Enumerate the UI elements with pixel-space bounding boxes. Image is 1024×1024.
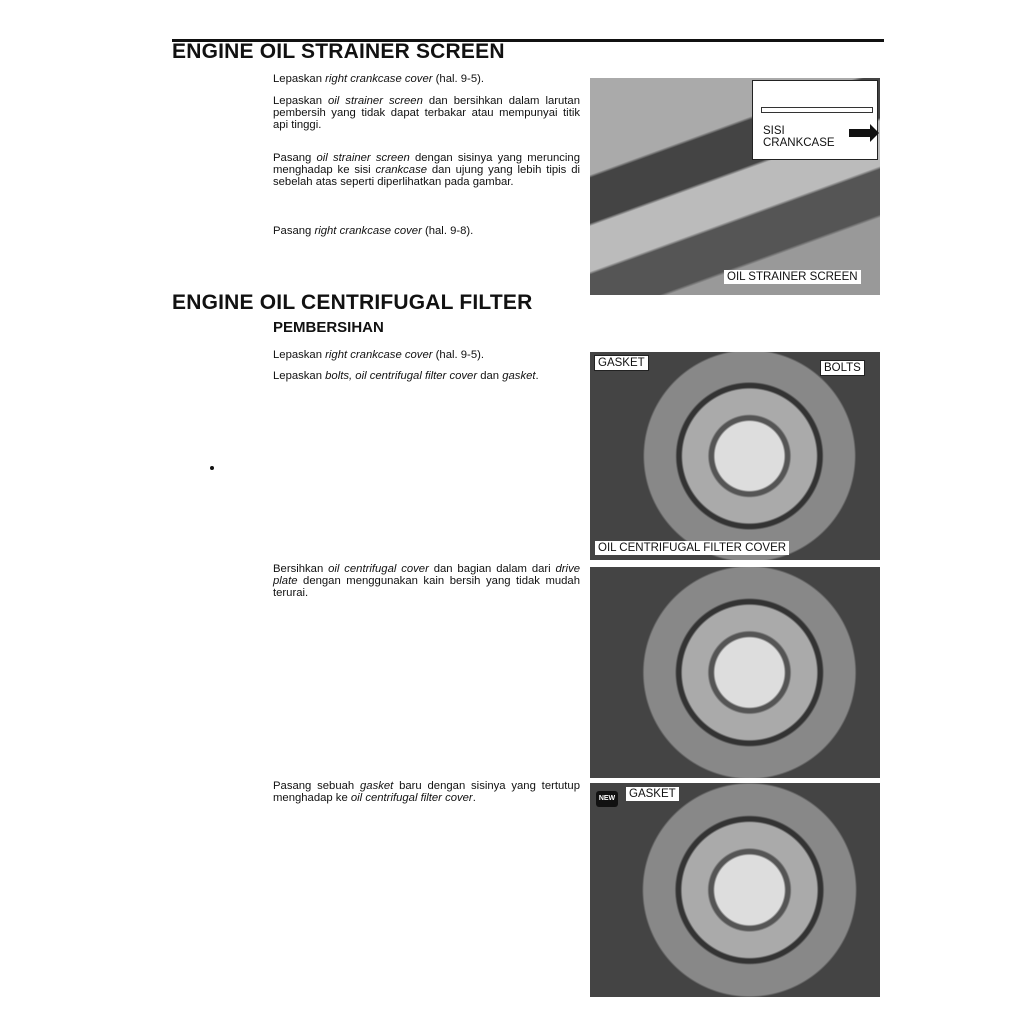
inset-label: SISI xyxy=(763,125,785,137)
paragraph: Pasang right crankcase cover (hal. 9-8). xyxy=(273,225,474,237)
callout-filter-cover: OIL CENTRIFUGAL FILTER COVER xyxy=(595,541,789,555)
photo-oil-strainer xyxy=(590,78,880,295)
paragraph: Bersihkan oil centrifugal cover dan bagian dalam dari drive plate dengan menggunakan kain bersih yang tidak mudah terurai. xyxy=(273,563,581,600)
paragraph: Pasang oil strainer screen dengan sisinya yang meruncing menghadap ke sisi crankcase dan ujung yang lebih tipis di sebelah atas seperti diperlihatkan pada gambar. xyxy=(273,152,581,189)
callout-bolts: BOLTS xyxy=(820,360,865,376)
callout-gasket: GASKET xyxy=(626,787,679,801)
arrow-right-icon xyxy=(849,129,871,137)
photo-new-gasket xyxy=(590,783,880,997)
callout-oil-strainer-screen: OIL STRAINER SCREEN xyxy=(724,270,861,284)
paragraph: Lepaskan oil strainer screen dan bersihkan dalam larutan pembersih yang tidak dapat terbakar atau mempunyai titik api tinggi. xyxy=(273,95,580,132)
bullet-mark xyxy=(210,466,214,470)
strainer-diagram xyxy=(761,107,873,113)
diagram-inset xyxy=(752,80,878,160)
paragraph: Lepaskan right crankcase cover (hal. 9-5). xyxy=(273,73,484,85)
inset-label: CRANKCASE xyxy=(763,137,835,149)
section-title-oil-strainer: ENGINE OIL STRAINER SCREEN xyxy=(172,40,505,63)
photo-filter-cover xyxy=(590,352,880,560)
new-part-icon: NEW xyxy=(596,791,618,807)
paragraph: Pasang sebuah gasket baru dengan sisinya yang tertutup menghadap ke oil centrifugal filter cover. xyxy=(273,780,580,805)
callout-gasket: GASKET xyxy=(594,355,649,371)
subsection-title: PEMBERSIHAN xyxy=(273,319,384,336)
paragraph: Lepaskan bolts, oil centrifugal filter cover dan gasket. xyxy=(273,370,539,382)
photo-drive-plate xyxy=(590,567,880,778)
paragraph: Lepaskan right crankcase cover (hal. 9-5). xyxy=(273,349,484,361)
section-title-centrifugal-filter: ENGINE OIL CENTRIFUGAL FILTER xyxy=(172,291,533,314)
